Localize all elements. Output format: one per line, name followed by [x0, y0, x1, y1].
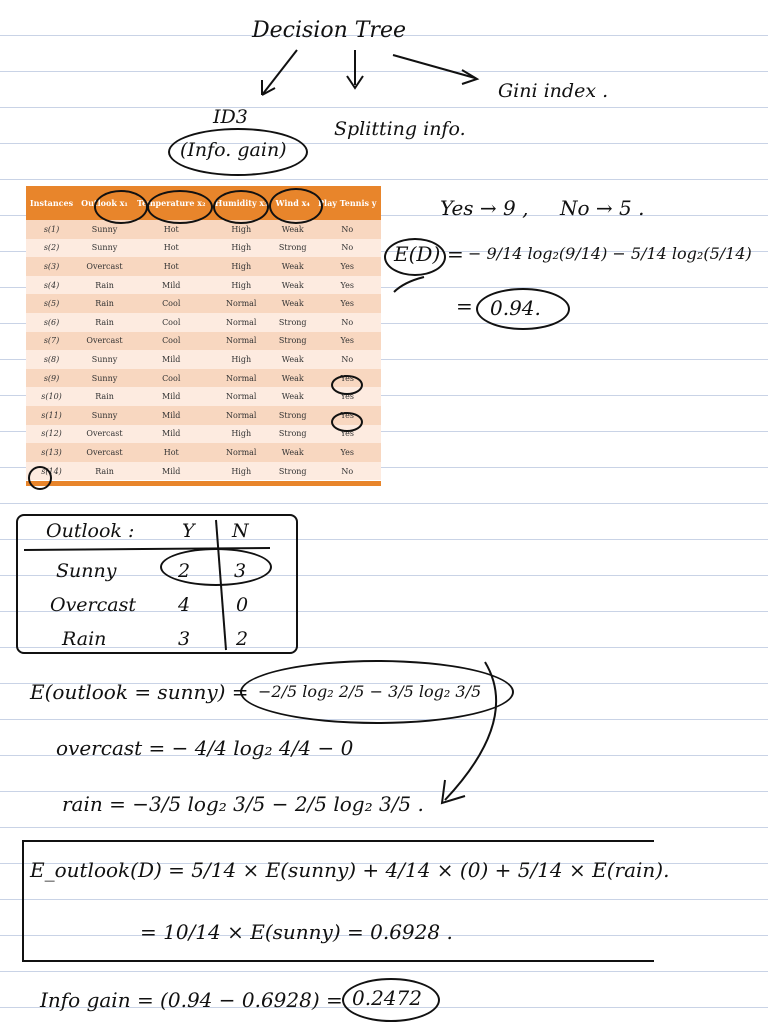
table-row: [26, 369, 381, 388]
cell-temperature: Hot: [132, 257, 210, 276]
cell-temperature: Mild: [132, 425, 210, 444]
e-sunny-rhs: −2/5 log₂ 2/5 − 3/5 log₂ 3/5: [258, 682, 482, 701]
col-play-tennis: Play Tennis y: [313, 186, 381, 220]
e-outlook-line-1: E_outlook(D) = 5/14 × E(sunny) + 4/14 × (0) + 5/14 × E(rain).: [30, 858, 670, 882]
cell-outlook: Rain: [77, 462, 132, 481]
outlook-header-circle: [94, 190, 148, 224]
table-row: [26, 276, 381, 295]
cell-outlook: Sunny: [77, 220, 132, 239]
cell-play-tennis: Yes: [313, 443, 381, 462]
cell-wind: Weak: [272, 387, 313, 406]
cell-play-tennis: Yes: [313, 294, 381, 313]
cell-outlook: Overcast: [77, 425, 132, 444]
outlook-row-rain-n: 2: [236, 628, 249, 650]
table-row: [26, 332, 381, 351]
cell-outlook: Overcast: [77, 332, 132, 351]
cell-instance: s(14): [26, 462, 77, 481]
table-row: [26, 257, 381, 276]
cell-instance: s(11): [26, 406, 77, 425]
s14-circle: [28, 466, 52, 490]
outlook-row-rain-label: Rain: [62, 628, 107, 650]
col-instances: Instances: [26, 186, 77, 220]
humidity-header-circle: [213, 190, 269, 224]
cell-instance: s(10): [26, 387, 77, 406]
gini-label: Gini index .: [498, 80, 609, 102]
no-count: No → 5 .: [560, 196, 645, 220]
cell-play-tennis: Yes: [313, 332, 381, 351]
cell-humidity: Normal: [210, 387, 272, 406]
table-row: [26, 443, 381, 462]
cell-outlook: Rain: [77, 276, 132, 295]
entropy-result-equals: =: [456, 294, 473, 318]
page-title: Decision Tree: [252, 18, 406, 43]
wind-header-circle: [269, 188, 323, 224]
info-gain-label: (Info. gain): [180, 139, 287, 161]
cell-humidity: Normal: [210, 313, 272, 332]
e-sunny-lhs: E(outlook = sunny) =: [30, 680, 249, 704]
cell-outlook: Sunny: [77, 369, 132, 388]
info-gain-line: Info gain = (0.94 − 0.6928) =: [40, 988, 343, 1012]
outlook-row-sunny-n: 3: [234, 560, 247, 582]
cell-temperature: Cool: [132, 369, 210, 388]
cell-instance: s(5): [26, 294, 77, 313]
cell-play-tennis: Yes: [313, 369, 381, 388]
cell-temperature: Mild: [132, 387, 210, 406]
cell-play-tennis: No: [313, 220, 381, 239]
col-wind: Wind x₄: [272, 186, 313, 220]
table-row: [26, 239, 381, 258]
cell-wind: Weak: [272, 350, 313, 369]
cell-wind: Strong: [272, 425, 313, 444]
cell-wind: Weak: [272, 294, 313, 313]
table-row: [26, 313, 381, 332]
cell-outlook: Rain: [77, 294, 132, 313]
yes-s11-circle: [331, 412, 363, 432]
cell-humidity: High: [210, 462, 272, 481]
cell-humidity: High: [210, 276, 272, 295]
cell-temperature: Hot: [132, 220, 210, 239]
cell-wind: Weak: [272, 443, 313, 462]
info-gain-value: 0.2472: [352, 986, 422, 1010]
cell-play-tennis: No: [313, 462, 381, 481]
cell-instance: s(12): [26, 425, 77, 444]
cell-temperature: Mild: [132, 406, 210, 425]
e-overcast: overcast = − 4/4 log₂ 4/4 − 0: [56, 736, 354, 760]
cell-play-tennis: Yes: [313, 425, 381, 444]
cell-instance: s(7): [26, 332, 77, 351]
cell-humidity: High: [210, 350, 272, 369]
table-row: [26, 350, 381, 369]
outlook-header-n: N: [232, 520, 249, 542]
outlook-row-overcast-n: 0: [236, 594, 249, 616]
cell-temperature: Mild: [132, 350, 210, 369]
cell-wind: Weak: [272, 220, 313, 239]
yes-count: Yes → 9 ,: [440, 196, 529, 220]
cell-humidity: High: [210, 220, 272, 239]
cell-play-tennis: Yes: [313, 387, 381, 406]
sunny-to-rain-arrow: [420, 640, 540, 820]
cell-play-tennis: Yes: [313, 276, 381, 295]
cell-temperature: Hot: [132, 443, 210, 462]
cell-outlook: Rain: [77, 387, 132, 406]
cell-humidity: Normal: [210, 294, 272, 313]
cell-wind: Weak: [272, 257, 313, 276]
cell-wind: Strong: [272, 462, 313, 481]
col-outlook: Outlook x₁: [77, 186, 132, 220]
cell-play-tennis: No: [313, 350, 381, 369]
splitting-info-label: Splitting info.: [334, 118, 466, 140]
cell-instance: s(9): [26, 369, 77, 388]
outlook-row-sunny-label: Sunny: [56, 560, 117, 582]
cell-instance: s(4): [26, 276, 77, 295]
cell-humidity: High: [210, 239, 272, 258]
col-temperature: Temperature x₂: [132, 186, 210, 220]
cell-humidity: High: [210, 425, 272, 444]
id3-label: ID3: [213, 106, 248, 128]
cell-outlook: Sunny: [77, 350, 132, 369]
outlook-row-rain-y: 3: [178, 628, 191, 650]
table-row: [26, 294, 381, 313]
cell-temperature: Mild: [132, 462, 210, 481]
outlook-row-overcast-y: 4: [178, 594, 191, 616]
e-outlook-line-2: = 10/14 × E(sunny) = 0.6928 .: [140, 920, 453, 944]
cell-temperature: Cool: [132, 294, 210, 313]
entropy-result: 0.94.: [490, 296, 541, 320]
cell-wind: Strong: [272, 406, 313, 425]
sunny-counts-circle: [160, 548, 272, 586]
outlook-header-label: Outlook :: [46, 520, 135, 542]
table-row: [26, 387, 381, 406]
e-rain: rain = −3/5 log₂ 3/5 − 2/5 log₂ 3/5 .: [62, 792, 424, 816]
cell-instance: s(2): [26, 239, 77, 258]
cell-play-tennis: Yes: [313, 406, 381, 425]
cell-instance: s(13): [26, 443, 77, 462]
cell-humidity: Normal: [210, 369, 272, 388]
col-humidity: Humidity x₃: [210, 186, 272, 220]
outlook-row-sunny-y: 2: [178, 560, 191, 582]
cell-outlook: Overcast: [77, 443, 132, 462]
cell-play-tennis: No: [313, 239, 381, 258]
cell-instance: s(6): [26, 313, 77, 332]
cell-wind: Weak: [272, 276, 313, 295]
cell-temperature: Cool: [132, 332, 210, 351]
cell-outlook: Overcast: [77, 257, 132, 276]
cell-temperature: Hot: [132, 239, 210, 258]
cell-temperature: Mild: [132, 276, 210, 295]
table-row: [26, 220, 381, 239]
cell-wind: Strong: [272, 332, 313, 351]
cell-wind: Strong: [272, 313, 313, 332]
ed-underline: [384, 272, 444, 302]
table-bottom-bar: [26, 481, 381, 486]
cell-play-tennis: No: [313, 313, 381, 332]
yes-s9-circle: [331, 375, 363, 395]
table-row: [26, 462, 381, 481]
cell-humidity: Normal: [210, 443, 272, 462]
cell-wind: Weak: [272, 369, 313, 388]
entropy-formula: − 9/14 log₂(9/14) − 5/14 log₂(5/14): [468, 244, 752, 263]
tennis-dataset-table: [26, 186, 381, 498]
cell-outlook: Sunny: [77, 239, 132, 258]
entropy-equals: =: [447, 242, 464, 266]
table-row: [26, 425, 381, 444]
cell-temperature: Cool: [132, 313, 210, 332]
cell-instance: s(8): [26, 350, 77, 369]
temperature-header-circle: [147, 190, 213, 224]
cell-instance: s(1): [26, 220, 77, 239]
cell-play-tennis: Yes: [313, 257, 381, 276]
outlook-header-y: Y: [182, 520, 195, 542]
cell-humidity: High: [210, 257, 272, 276]
entropy-lhs: E(D): [394, 242, 441, 266]
cell-humidity: Normal: [210, 332, 272, 351]
outlook-row-overcast-label: Overcast: [50, 594, 136, 616]
table-row: [26, 406, 381, 425]
cell-humidity: Normal: [210, 406, 272, 425]
cell-wind: Strong: [272, 239, 313, 258]
cell-outlook: Sunny: [77, 406, 132, 425]
cell-instance: s(3): [26, 257, 77, 276]
cell-outlook: Rain: [77, 313, 132, 332]
